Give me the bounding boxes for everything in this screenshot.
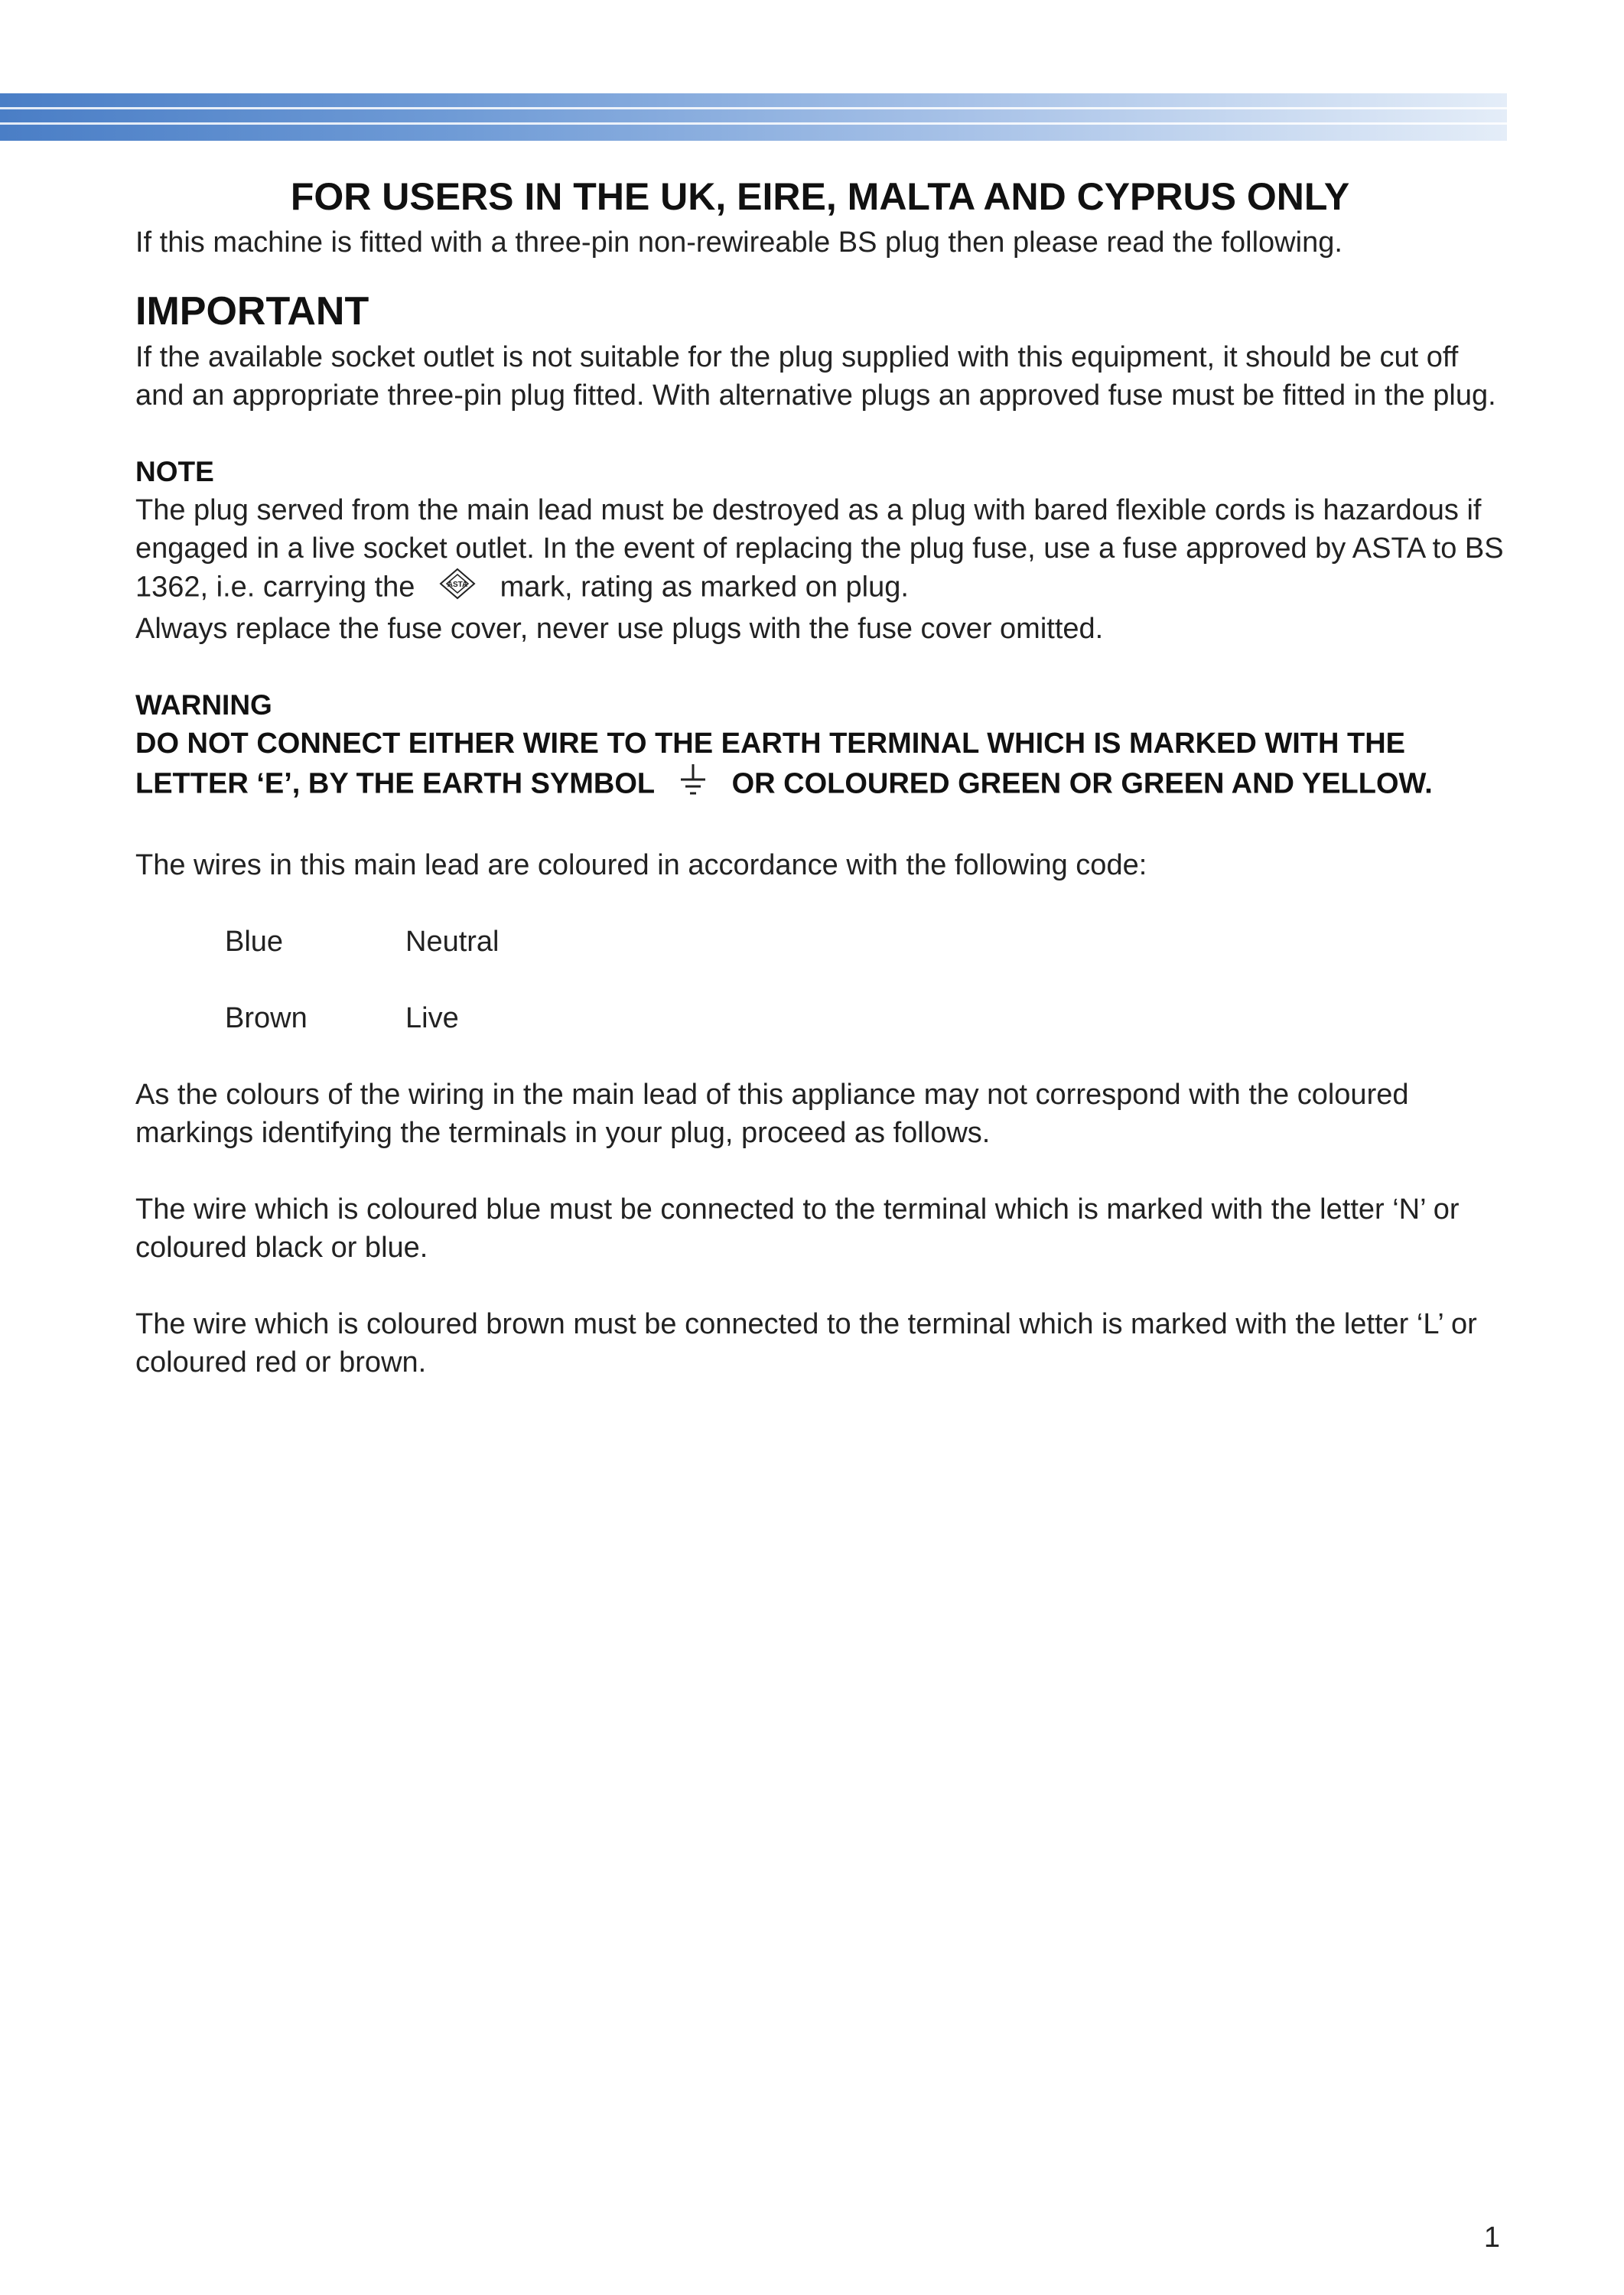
page-number: 1 (1483, 2222, 1500, 2254)
note-text-before-symbol: The plug served from the main lead must be destroyed as a plug with bared flexible cords is hazardous if engaged in a live socket outlet. In the event of replacing the plug fuse, use a fuse approved by ASTA to BS 1362, i.e. carrying the (135, 494, 1504, 604)
brown-wire-paragraph: The wire which is coloured brown must be connected to the terminal which is marked with the letter ‘L’ or coloured red or brown. (135, 1308, 1477, 1379)
document-body (135, 170, 1505, 1420)
table-row (225, 923, 500, 999)
note-heading: NOTE (135, 456, 214, 487)
asta-mark-icon (438, 568, 477, 610)
important-paragraph: If the available socket outlet is not suitable for the plug supplied with this equipment, it should be cut off and an appropriate three-pin plug fitted. With alternative plugs an approved fuse must be fitted in the plug. (135, 341, 1496, 412)
earth-symbol-icon (678, 763, 708, 808)
warning-paragraph (135, 724, 1505, 808)
header-band-stripe (0, 107, 1507, 109)
wire-function: Neutral (405, 926, 500, 958)
blue-wire-paragraph: The wire which is coloured blue must be connected to the terminal which is marked with the letter ‘N’ or coloured black or blue. (135, 1193, 1460, 1264)
header-color-band (0, 93, 1507, 141)
table-row (225, 999, 500, 1037)
page-title: FOR USERS IN THE UK, EIRE, MALTA AND CYPRUS ONLY (290, 175, 1350, 218)
correspond-paragraph: As the colours of the wiring in the main lead of this appliance may not correspond with the coloured markings identifying the terminals in your plug, proceed as follows. (135, 1079, 1409, 1149)
important-heading: IMPORTANT (135, 289, 369, 334)
note-text-after-symbol: mark, rating as marked on plug. (500, 571, 909, 604)
wire-colour: Brown (225, 1002, 308, 1034)
note-paragraph (135, 491, 1505, 648)
wire-colour-code-table (225, 923, 500, 1037)
wire-function: Live (405, 1002, 459, 1034)
wire-colour: Blue (225, 926, 284, 958)
warning-heading: WARNING (135, 689, 272, 721)
header-band-stripe (0, 122, 1507, 125)
warning-text-before-symbol: DO NOT CONNECT EITHER WIRE TO THE EARTH TERMINAL WHICH IS MARKED WITH THE LETTER ‘E’, BY THE EARTH SYMBOL (135, 728, 1405, 800)
note-text-line2: Always replace the fuse cover, never use plugs with the fuse cover omitted. (135, 613, 1104, 645)
asta-mark-label: ASTA (447, 581, 468, 589)
header-band-gradient (0, 93, 1507, 141)
intro-paragraph: If this machine is fitted with a three-pin non-rewireable BS plug then please read the following. (135, 226, 1342, 259)
warning-text-after-symbol: OR COLOURED GREEN OR GREEN AND YELLOW. (731, 767, 1433, 800)
wires-intro-paragraph: The wires in this main lead are coloured in accordance with the following code: (135, 849, 1147, 881)
